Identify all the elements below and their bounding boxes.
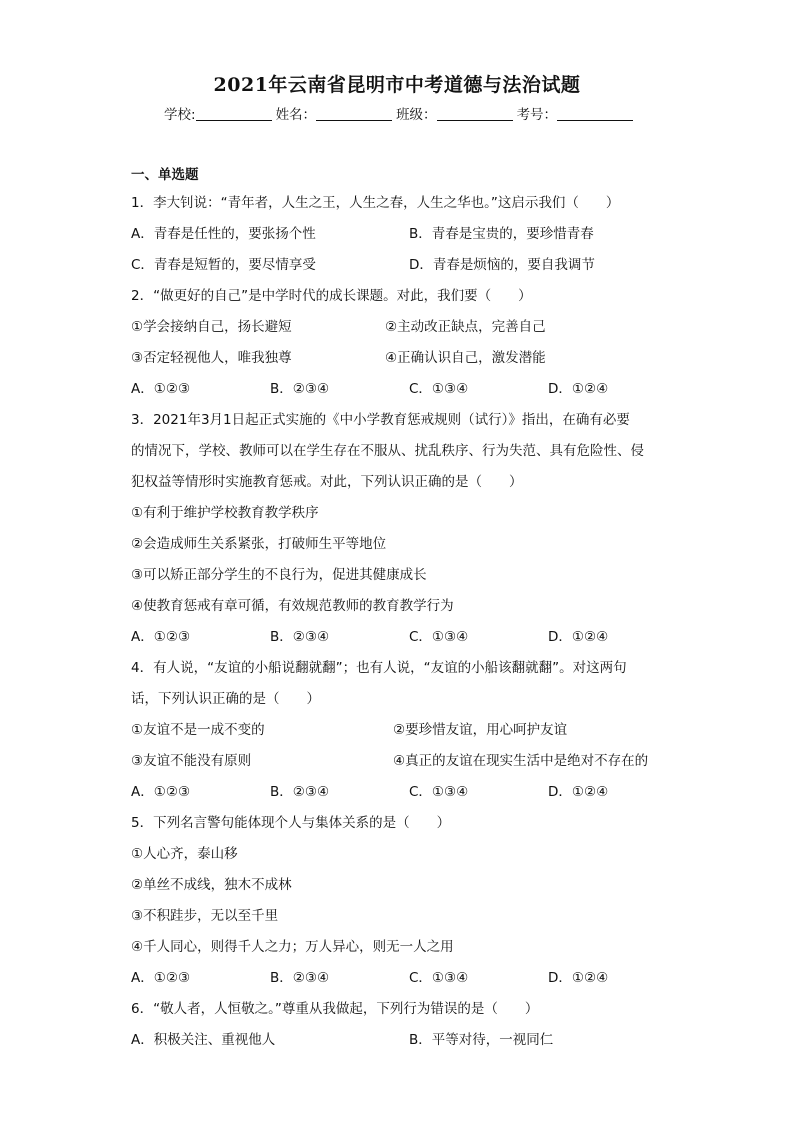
q3-stem-line-3: 犯权益等情形时实施教育惩戒。对此，下列认识正确的是（ ） <box>131 474 523 490</box>
q2-options <box>131 374 671 405</box>
q3-item-1: ①有利于维护学校教育教学秩序 <box>131 505 319 521</box>
q3-option-b[interactable]: B．②③④ <box>270 629 330 645</box>
q6-option-b[interactable]: B．平等对待，一视同仁 <box>409 1032 554 1048</box>
q4-stem-line-1: 4．有人说，“友谊的小船说翻就翻”；也有人说，“友谊的小船该翻就翻”。对这两句 <box>131 660 627 676</box>
exam-no-blank[interactable] <box>557 106 633 121</box>
q2-option-a[interactable]: A．①②③ <box>131 381 191 397</box>
q3-item-3: ③可以矫正部分学生的不良行为，促进其健康成长 <box>131 567 427 583</box>
q5-option-d[interactable]: D．①②④ <box>548 970 609 986</box>
q3-option-c[interactable]: C．①③④ <box>409 629 469 645</box>
q6-stem: 6．“敬人者，人恒敬之。”尊重从我做起，下列行为错误的是（ ） <box>131 1001 539 1017</box>
q3-stem-line-1: 3．2021年3月1日起正式实施的《中小学教育惩戒规则（试行）》指出，在确有必要 <box>131 412 630 428</box>
school-label: 学校: <box>164 107 196 123</box>
q4-option-b[interactable]: B．②③④ <box>270 784 330 800</box>
q5-option-b[interactable]: B．②③④ <box>270 970 330 986</box>
q4-item-2: ②要珍惜友谊，用心呵护友谊 <box>393 722 568 738</box>
q6-options-row-1 <box>131 1025 671 1056</box>
q1-option-a[interactable]: A．青春是任性的，要张扬个性 <box>131 226 316 242</box>
q2-option-d[interactable]: D．①②④ <box>548 381 609 397</box>
q3-item-2: ②会造成师生关系紧张，打破师生平等地位 <box>131 536 387 552</box>
page-title: 2021年云南省昆明市中考道德与法治试题 <box>213 74 581 96</box>
q1-stem: 1．李大钊说：“青年者，人生之王，人生之春，人生之华也。”这启示我们（ ） <box>131 195 620 211</box>
q2-option-c[interactable]: C．①③④ <box>409 381 469 397</box>
question-body <box>131 162 671 1056</box>
q2-item-4: ④正确认识自己，激发潜能 <box>385 350 546 366</box>
q4-item-1: ①友谊不是一成不变的 <box>131 722 265 738</box>
q4-stem-line-2: 话，下列认识正确的是（ ） <box>131 691 320 707</box>
school-blank[interactable] <box>196 106 272 121</box>
q4-item-4: ④真正的友谊在现实生活中是绝对不存在的 <box>393 753 649 769</box>
q3-options <box>131 622 671 653</box>
name-label: 姓名： <box>275 107 317 123</box>
q4-option-d[interactable]: D．①②④ <box>548 784 609 800</box>
q2-stem: 2．“做更好的自己”是中学时代的成长课题。对此，我们要（ ） <box>131 288 532 304</box>
name-blank[interactable] <box>316 106 392 121</box>
q3-item-4: ④使教育惩戒有章可循，有效规范教师的教育教学行为 <box>131 598 454 614</box>
q5-stem: 5．下列名言警句能体现个人与集体关系的是（ ） <box>131 815 451 831</box>
q4-options <box>131 777 671 808</box>
q3-option-a[interactable]: A．①②③ <box>131 629 191 645</box>
q4-item-3: ③友谊不能没有原则 <box>131 753 252 769</box>
q5-option-c[interactable]: C．①③④ <box>409 970 469 986</box>
q1-option-c[interactable]: C．青春是短暂的，要尽情享受 <box>131 257 316 273</box>
q5-options <box>131 963 671 994</box>
class-label: 班级： <box>396 107 437 123</box>
q5-item-2: ②单丝不成线，独木不成林 <box>131 877 292 893</box>
q2-item-3: ③否定轻视他人，唯我独尊 <box>131 350 292 366</box>
q3-option-d[interactable]: D．①②④ <box>548 629 609 645</box>
q1-options-row-2 <box>131 250 671 281</box>
q1-option-b[interactable]: B．青春是宝贵的，要珍惜青春 <box>409 226 594 242</box>
class-blank[interactable] <box>437 106 513 121</box>
q4-items-row-1 <box>131 715 671 746</box>
q1-options-row-1 <box>131 219 671 250</box>
q1-option-d[interactable]: D．青春是烦恼的，要自我调节 <box>409 257 595 273</box>
q2-items-row-1 <box>131 312 671 343</box>
q3-stem-line-2: 的情况下，学校、教师可以在学生存在不服从、扰乱秩序、行为失范、具有危险性、侵 <box>131 443 644 459</box>
q5-option-a[interactable]: A．①②③ <box>131 970 191 986</box>
student-info-line <box>164 103 637 123</box>
q5-item-1: ①人心齐，泰山移 <box>131 846 238 862</box>
section-title: 一、单选题 <box>131 167 199 183</box>
q2-item-2: ②主动改正缺点，完善自己 <box>385 319 546 335</box>
q4-option-a[interactable]: A．①②③ <box>131 784 191 800</box>
q4-items-row-2 <box>131 746 671 777</box>
q5-item-3: ③不积跬步，无以至千里 <box>131 908 279 924</box>
q5-item-4: ④千人同心，则得千人之力；万人异心，则无一人之用 <box>131 939 454 955</box>
q2-items-row-2 <box>131 343 671 374</box>
q6-option-a[interactable]: A．积极关注、重视他人 <box>131 1032 276 1048</box>
exam-no-label: 考号： <box>516 107 558 123</box>
q2-item-1: ①学会接纳自己，扬长避短 <box>131 319 292 335</box>
q4-option-c[interactable]: C．①③④ <box>409 784 469 800</box>
q2-option-b[interactable]: B．②③④ <box>270 381 330 397</box>
